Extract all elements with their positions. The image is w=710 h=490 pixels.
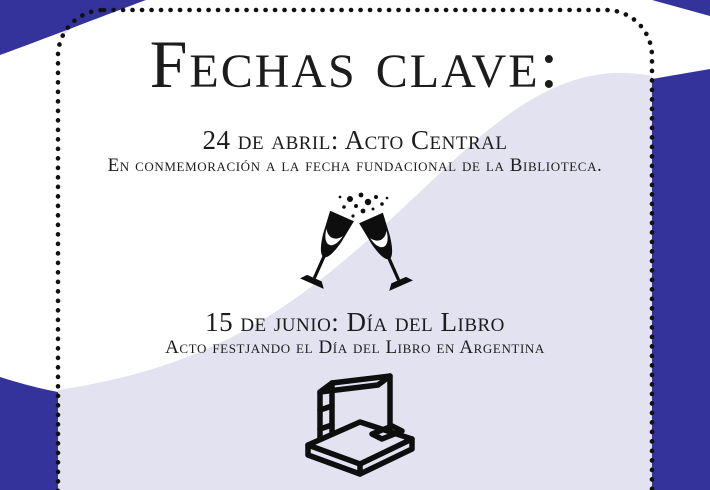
event-detail: Acto festjando el Día del Libro en Argentina <box>165 337 545 358</box>
bottom-left-indigo-curve <box>0 377 58 490</box>
right-indigo-band <box>652 69 710 490</box>
champagne-toast-icon <box>293 192 419 304</box>
right-champagne-glass <box>359 213 413 291</box>
event-heading: 24 de abril: Acto Central <box>202 125 508 155</box>
stacked-books-icon <box>290 372 432 478</box>
top-right-indigo-corner <box>652 0 710 16</box>
event-heading: 15 de junio: Día del Libro <box>205 307 505 337</box>
left-champagne-glass <box>300 211 354 289</box>
poster-title: Fechas clave: <box>149 26 561 102</box>
event-detail: En conmemoración a la fecha fundacional de la Biblioteca. <box>107 155 603 176</box>
